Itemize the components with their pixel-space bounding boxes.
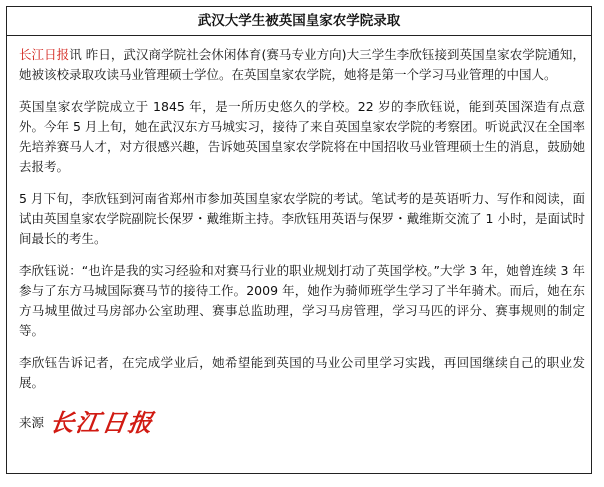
paragraph-4 — [19, 261, 585, 341]
title-row — [7, 7, 591, 36]
source-label: 来源 — [19, 415, 45, 430]
paragraph-4-text: 李欣钰说：“也许是我的实习经验和对赛马行业的职业规划打动了英国学校。”大学 3 年，她曾连续 3 年参与了东方马城国际赛马节的接待工作。2009 年，她作为骑师班学生学习了半年骑术。而后，她在东方马城里做过马房部办公室助理、赛事总监助理，学习马房管理，学习马匹的评分、赛事规则的制定等。 — [19, 263, 585, 338]
paragraph-5-text: 李欣钰告诉记者，在完成学业后，她希望能到英国的马业公司里学习实践，再回国继续自己的职业发展。 — [19, 355, 585, 390]
article-frame — [6, 6, 592, 474]
article-title: 武汉大学生被英国皇家农学院录取 — [197, 13, 401, 29]
paragraph-3 — [19, 189, 585, 249]
paragraph-1-text: 讯 昨日，武汉商学院社会休闲体育(赛马专业方向)大三学生李欣钰接到英国皇家农学院通知，她被该校录取攻读马业管理硕士学位。在英国皇家农学院，她将是第一个学习马业管理的中国人。 — [19, 47, 585, 82]
article-body — [19, 45, 585, 405]
newspaper-name-link: 长江日报 — [19, 47, 70, 62]
paragraph-3-text: 5 月下旬，李欣钰到河南省郑州市参加英国皇家农学院的考试。笔试考的是英语听力、写作和阅读，面试由英国皇家农学院副院长保罗・戴维斯主持。李欣钰用英语与保罗・戴维斯交流了 1 小时，是面试时间最长的考生。 — [19, 191, 585, 246]
newspaper-logo: 长江日报 — [48, 408, 157, 437]
paragraph-5 — [19, 353, 585, 393]
paragraph-2 — [19, 97, 585, 177]
paragraph-1 — [19, 45, 585, 85]
paragraph-2-text: 英国皇家农学院成立于 1845 年，是一所历史悠久的学校。22 岁的李欣钰说，能到英国深造有点意外。今年 5 月上旬，她在武汉东方马城实习，接待了来自英国皇家农学院的考察团。听说武汉在全国率先培养赛马人才，对方很感兴趣，告诉她英国皇家农学院将在中国招收马业管理硕士生的消息，鼓励她去报考。 — [19, 99, 585, 174]
source-line — [19, 408, 157, 437]
